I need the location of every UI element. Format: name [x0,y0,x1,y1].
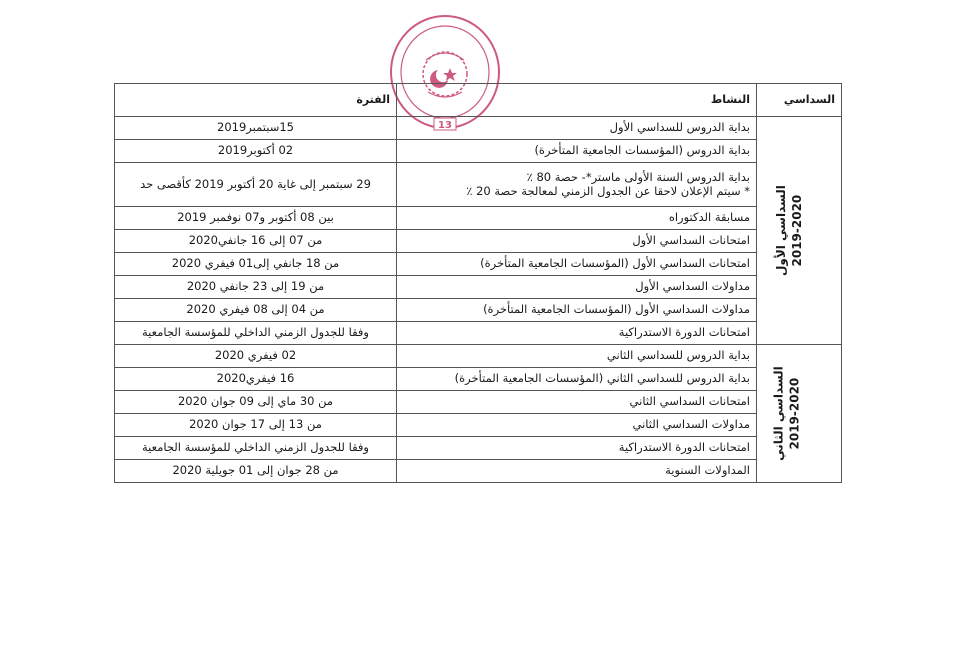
period-cell: من 28 جوان إلى 01 جويلية 2020 [115,460,397,483]
activity-cell: بداية الدروس (المؤسسات الجامعية المتأخرة) [397,140,757,163]
activity-cell: مداولات السداسي الأول [397,276,757,299]
table-row [115,140,842,163]
period-cell: 16 فيفري2020 [115,368,397,391]
activity-cell: مداولات السداسي الأول (المؤسسات الجامعية المتأخرة) [397,299,757,322]
svg-text:13: 13 [438,120,452,131]
semester-1-label: السداسي الأول 2019-2020 [773,185,804,276]
header-period: الفترة [115,84,397,117]
table-row [115,253,842,276]
table-row [115,368,842,391]
period-cell: 02 فيفري 2020 [115,345,397,368]
table-row [115,460,842,483]
period-cell: 29 سبتمبر إلى غاية 20 أكتوبر 2019 كأقصى حد [115,163,397,207]
period-cell: من 19 إلى 23 جانفي 2020 [115,276,397,299]
activity-cell: امتحانات السداسي الثاني [397,391,757,414]
activity-cell: مداولات السداسي الثاني [397,414,757,437]
activity-cell [397,163,757,207]
period-cell: 02 أكتوبر2019 [115,140,397,163]
table-row [115,276,842,299]
table-row [115,163,842,207]
period-cell: من 18 جانفي إلى01 فيفري 2020 [115,253,397,276]
activity-cell: بداية الدروس للسداسي الثاني (المؤسسات الجامعية المتأخرة) [397,368,757,391]
period-cell: من 04 إلى 08 فيفري 2020 [115,299,397,322]
semester-1-cell [757,117,842,345]
activity-cell: امتحانات الدورة الاستدراكية [397,437,757,460]
period-cell: من 07 إلى 16 جانفي2020 [115,230,397,253]
activity-cell: امتحانات السداسي الأول (المؤسسات الجامعية المتأخرة) [397,253,757,276]
period-cell: من 13 إلى 17 جوان 2020 [115,414,397,437]
semester-2-cell [757,345,842,483]
activity-footnote: * سيتم الإعلان لاحقا عن الجدول الزمني لمعالجة حصة 20 ٪ [466,183,750,198]
academic-calendar-table [114,83,842,483]
activity-cell: امتحانات السداسي الأول [397,230,757,253]
period-cell: 15سبتمبر2019 [115,117,397,140]
table-row [115,207,842,230]
period-cell: بين 08 أكتوبر و07 نوفمبر 2019 [115,207,397,230]
activity-cell: مسابقة الدكتوراه [397,207,757,230]
header-semester: السداسي [757,84,842,117]
table-row [115,414,842,437]
period-cell: وفقا للجدول الزمني الداخلي للمؤسسة الجامعية [115,322,397,345]
semester-2-label: السداسي الثاني 2019-2020 [772,366,802,461]
table-row [115,230,842,253]
period-cell: وفقا للجدول الزمني الداخلي للمؤسسة الجامعية [115,437,397,460]
period-cell: من 30 ماي إلى 09 جوان 2020 [115,391,397,414]
activity-text: بداية الدروس السنة الأولى ماستر*- حصة 80 ٪ [526,170,750,185]
table-row [115,117,842,140]
activity-cell: بداية الدروس للسداسي الثاني [397,345,757,368]
header-activity: النشاط [397,84,757,117]
activity-cell: امتحانات الدورة الاستدراكية [397,322,757,345]
table-row [115,391,842,414]
activity-cell: المداولات السنوية [397,460,757,483]
activity-cell: بداية الدروس للسداسي الأول [397,117,757,140]
table-row [115,299,842,322]
table-row [115,322,842,345]
table-row [115,437,842,460]
table-row [115,345,842,368]
